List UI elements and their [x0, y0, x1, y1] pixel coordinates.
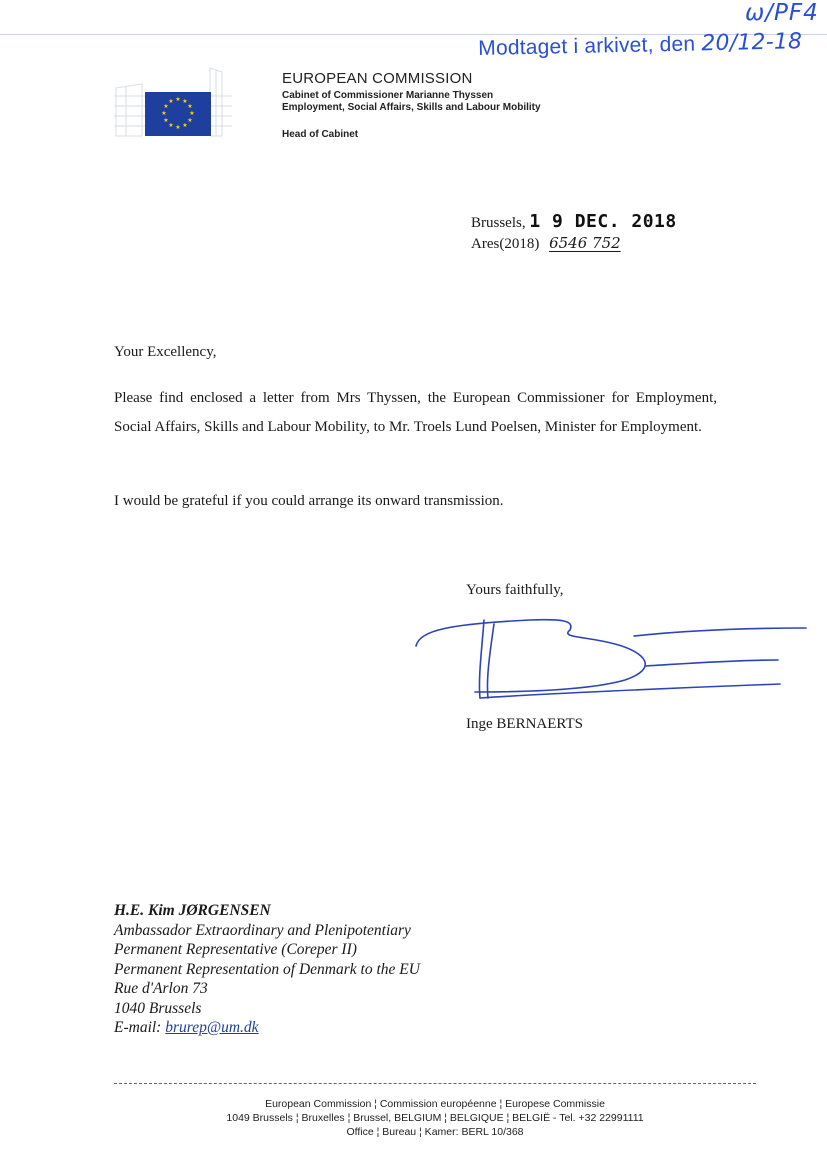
recipient-line-3: Permanent Representation of Denmark to the EU: [114, 960, 420, 978]
letter-paragraph-2: I would be grateful if you could arrange its onward transmission.: [114, 493, 504, 509]
handwritten-signature: [410, 608, 810, 706]
svg-text:★: ★: [182, 98, 188, 105]
footer-line-2: 1049 Brussels ¦ Bruxelles ¦ Brussel, BELGIUM ¦ BELGIQUE ¦ BELGIË - Tel. +32 22991111: [226, 1112, 644, 1124]
recipient-line-1: Ambassador Extraordinary and Plenipotentiary: [114, 921, 411, 939]
svg-text:★: ★: [175, 96, 181, 103]
recipient-line-5: 1040 Brussels: [114, 999, 202, 1017]
email-label: E-mail:: [114, 1019, 162, 1036]
recipient-address: [114, 901, 420, 1038]
svg-text:★: ★: [168, 122, 174, 129]
svg-text:★: ★: [161, 110, 167, 117]
closing: Yours faithfully,: [466, 582, 564, 598]
svg-text:★: ★: [187, 117, 193, 124]
svg-text:★: ★: [182, 122, 188, 129]
svg-text:★: ★: [175, 124, 181, 131]
svg-text:★: ★: [163, 103, 169, 110]
recipient-name: H.E. Kim JØRGENSEN: [114, 902, 271, 919]
svg-text:★: ★: [189, 110, 195, 117]
footer-line-1: European Commission ¦ Commission européenne ¦ Europese Commissie: [265, 1098, 605, 1110]
cabinet-heading: [282, 90, 541, 114]
letter-paragraph-1: Please find enclosed a letter from Mrs Thyssen, the European Commissioner for Employment, Social Affairs, Skills and Labour Mobility, to Mr. Troels Lund Poelsen, Minister for Employment.: [114, 390, 717, 435]
sender-role: Head of Cabinet: [282, 129, 359, 140]
svg-text:★: ★: [187, 103, 193, 110]
archive-received-stamp: [478, 29, 802, 61]
email-link[interactable]: brurep@um.dk: [165, 1019, 259, 1036]
date-stamp: 1 9 DEC. 2018: [529, 211, 677, 232]
footer: [114, 1097, 756, 1139]
dateline: [471, 211, 677, 232]
footer-divider: [114, 1083, 756, 1084]
svg-text:★: ★: [163, 117, 169, 124]
dateline-place: Brussels,: [471, 215, 526, 231]
recipient-email-line: [114, 1018, 420, 1038]
footer-line-3: Office ¦ Bureau ¦ Kamer: BERL 10/368: [346, 1126, 524, 1138]
ares-label: Ares(2018): [471, 236, 540, 252]
cabinet-line-2: Employment, Social Affairs, Skills and Labour Mobility: [282, 102, 541, 113]
salutation: Your Excellency,: [114, 344, 217, 360]
recipient-line-2: Permanent Representative (Coreper II): [114, 941, 357, 958]
svg-text:★: ★: [168, 98, 174, 105]
recipient-line-4: Rue d'Arlon 73: [114, 980, 208, 997]
archive-stamp-text: Modtaget i arkivet, den: [478, 32, 696, 60]
ares-reference: [471, 234, 621, 253]
archive-stamp-date: 20/12-18: [701, 29, 803, 57]
organization-name: EUROPEAN COMMISSION: [282, 70, 473, 87]
handwritten-file-code: ω/PF4: [745, 0, 819, 26]
ares-number-handwritten: 6546 752: [549, 234, 621, 252]
european-commission-logo: [112, 66, 234, 138]
cabinet-line-1: Cabinet of Commissioner Marianne Thyssen: [282, 90, 494, 101]
signer-name: Inge BERNAERTS: [466, 716, 584, 732]
